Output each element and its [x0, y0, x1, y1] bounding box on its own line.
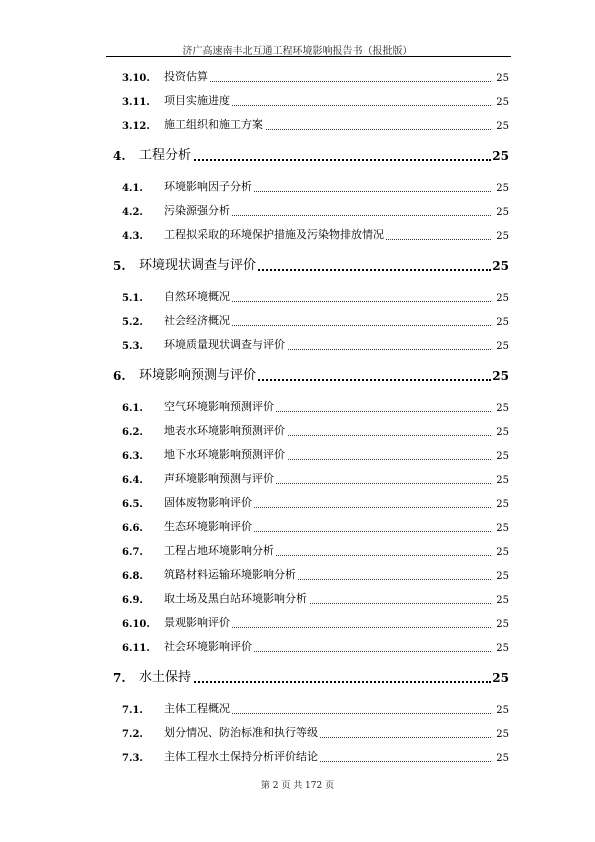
toc-chapter-entry[interactable]: [0, 670, 595, 686]
toc-section-entry[interactable]: [0, 702, 595, 718]
toc-entry-title: 污染源强分析: [164, 204, 230, 217]
toc-entry-page-number: 25: [496, 403, 509, 414]
toc-entry-number: 6.11.: [122, 643, 150, 654]
toc-entry-title: 筑路材料运输环境影响分析: [164, 568, 296, 581]
toc-entry-number: 3.11.: [122, 97, 150, 108]
toc-entry-page-number: 25: [496, 73, 509, 84]
toc-entry-number: 6.2.: [122, 427, 143, 438]
toc-entry-number: 3.12.: [122, 121, 150, 132]
toc-section-entry[interactable]: [0, 204, 595, 220]
toc-entry-page-number: 25: [496, 619, 509, 630]
toc-entry-page-number: 25: [496, 427, 509, 438]
toc-section-entry[interactable]: [0, 228, 595, 244]
toc-entry-number: 5.3.: [122, 341, 143, 352]
toc-section-entry[interactable]: [0, 640, 595, 656]
toc-entry-title: 划分情况、防治标准和执行等级: [164, 726, 318, 739]
toc-entry-title: 工程拟采取的环境保护措施及污染物排放情况: [164, 228, 384, 241]
toc-entry-number: 5.2.: [122, 317, 143, 328]
toc-entry-number: 4.1.: [122, 183, 143, 194]
toc-entry-page-number: 25: [496, 523, 509, 534]
toc-entry-number: 5.1.: [122, 293, 143, 304]
toc-chapter-entry[interactable]: [0, 148, 595, 164]
toc-entry-number: 7.2.: [122, 729, 143, 740]
toc-entry-page-number: 25: [496, 341, 509, 352]
running-header: 济广高速南丰北互通工程环境影响报告书（报批版）: [182, 46, 413, 57]
toc-section-entry[interactable]: [0, 544, 595, 560]
toc-section-entry[interactable]: [0, 180, 595, 196]
toc-section-entry[interactable]: [0, 568, 595, 584]
toc-entry-title: 工程占地环境影响分析: [164, 544, 274, 557]
toc-entry-number: 4.3.: [122, 231, 143, 242]
toc-entry-page-number: 25: [496, 207, 509, 218]
toc-entry-title: 环境影响因子分析: [164, 180, 252, 193]
toc-entry-title: 生态环境影响评价: [164, 520, 252, 533]
toc-section-entry[interactable]: [0, 424, 595, 440]
toc-entry-page-number: 25: [492, 369, 509, 383]
toc-entry-title: 自然环境概况: [164, 290, 230, 303]
toc-entry-number: 6.8.: [122, 571, 143, 582]
toc-entry-number: 5.: [113, 259, 126, 273]
toc-entry-number: 6.6.: [122, 523, 143, 534]
toc-entry-title: 水土保持: [139, 666, 193, 685]
toc-entry-number: 6.3.: [122, 451, 143, 462]
toc-entry-number: 4.2.: [122, 207, 143, 218]
toc-entry-number: 6.4.: [122, 475, 143, 486]
toc-entry-title: 施工组织和施工方案: [164, 118, 263, 131]
toc-entry-title: 社会环境影响评价: [164, 640, 252, 653]
toc-entry-number: 7.1.: [122, 705, 143, 716]
toc-entry-number: 6.1.: [122, 403, 143, 414]
toc-entry-title: 工程分析: [139, 144, 193, 163]
toc-entry-title: 固体废物影响评价: [164, 496, 252, 509]
toc-dot-leader: [164, 81, 491, 82]
toc-entry-page-number: 25: [492, 671, 509, 685]
page-footer: 第 2 页 共 172 页: [260, 781, 335, 791]
header-rule: [106, 56, 511, 57]
toc-entry-number: 6.5.: [122, 499, 143, 510]
toc-entry-page-number: 25: [496, 643, 509, 654]
toc-entry-page-number: 25: [496, 293, 509, 304]
toc-entry-page-number: 25: [496, 547, 509, 558]
toc-entry-page-number: 25: [496, 753, 509, 764]
toc-entry-title: 取土场及黑白站环境影响分析: [164, 592, 307, 605]
toc-entry-number: 6.10.: [122, 619, 150, 630]
toc-entry-number: 6.7.: [122, 547, 143, 558]
toc-entry-title: 社会经济概况: [164, 314, 230, 327]
toc-entry-page-number: 25: [492, 149, 509, 163]
toc-chapter-entry[interactable]: [0, 368, 595, 384]
toc-section-entry[interactable]: [0, 520, 595, 536]
toc-entry-page-number: 25: [496, 571, 509, 582]
toc-section-entry[interactable]: [0, 750, 595, 766]
toc-section-entry[interactable]: [0, 314, 595, 330]
toc-entry-title: 声环境影响预测与评价: [164, 472, 274, 485]
toc-entry-page-number: 25: [496, 475, 509, 486]
toc-entry-page-number: 25: [496, 317, 509, 328]
toc-section-entry[interactable]: [0, 472, 595, 488]
toc-section-entry[interactable]: [0, 448, 595, 464]
toc-entry-page-number: 25: [496, 705, 509, 716]
toc-entry-number: 7.: [113, 671, 126, 685]
toc-entry-title: 环境质量现状调查与评价: [164, 338, 285, 351]
toc-chapter-entry[interactable]: [0, 258, 595, 274]
toc-entry-page-number: 25: [496, 121, 509, 132]
toc-entry-title: 地表水环境影响预测评价: [164, 424, 285, 437]
toc-entry-number: 6.: [113, 369, 126, 383]
toc-section-entry[interactable]: [0, 616, 595, 632]
toc-entry-title: 环境现状调查与评价: [139, 254, 258, 273]
toc-entry-number: 6.9.: [122, 595, 143, 606]
toc-entry-page-number: 25: [496, 595, 509, 606]
toc-entry-title: 景观影响评价: [164, 616, 230, 629]
toc-section-entry[interactable]: [0, 290, 595, 306]
toc-entry-number: 3.10.: [122, 73, 150, 84]
toc-entry-title: 项目实施进度: [164, 94, 230, 107]
toc-entry-page-number: 25: [496, 97, 509, 108]
toc-section-entry[interactable]: [0, 94, 595, 110]
toc-entry-title: 主体工程水土保持分析评价结论: [164, 750, 318, 763]
toc-section-entry[interactable]: [0, 592, 595, 608]
toc-entry-number: 4.: [113, 149, 126, 163]
toc-section-entry[interactable]: [0, 338, 595, 354]
toc-entry-title: 主体工程概况: [164, 702, 230, 715]
toc-entry-page-number: 25: [496, 231, 509, 242]
toc-entry-page-number: 25: [496, 729, 509, 740]
toc-entry-page-number: 25: [496, 451, 509, 462]
toc-entry-title: 空气环境影响预测评价: [164, 400, 274, 413]
toc-entry-title: 环境影响预测与评价: [139, 364, 258, 383]
toc-section-entry[interactable]: [0, 726, 595, 742]
toc-entry-page-number: 25: [492, 259, 509, 273]
toc-section-entry[interactable]: [0, 118, 595, 134]
toc-section-entry[interactable]: [0, 496, 595, 512]
toc-entry-title: 投资估算: [164, 70, 208, 83]
toc-entry-page-number: 25: [496, 499, 509, 510]
toc-section-entry[interactable]: [0, 70, 595, 86]
toc-entry-page-number: 25: [496, 183, 509, 194]
toc-section-entry[interactable]: [0, 400, 595, 416]
toc-entry-title: 地下水环境影响预测评价: [164, 448, 285, 461]
toc-entry-number: 7.3.: [122, 753, 143, 764]
